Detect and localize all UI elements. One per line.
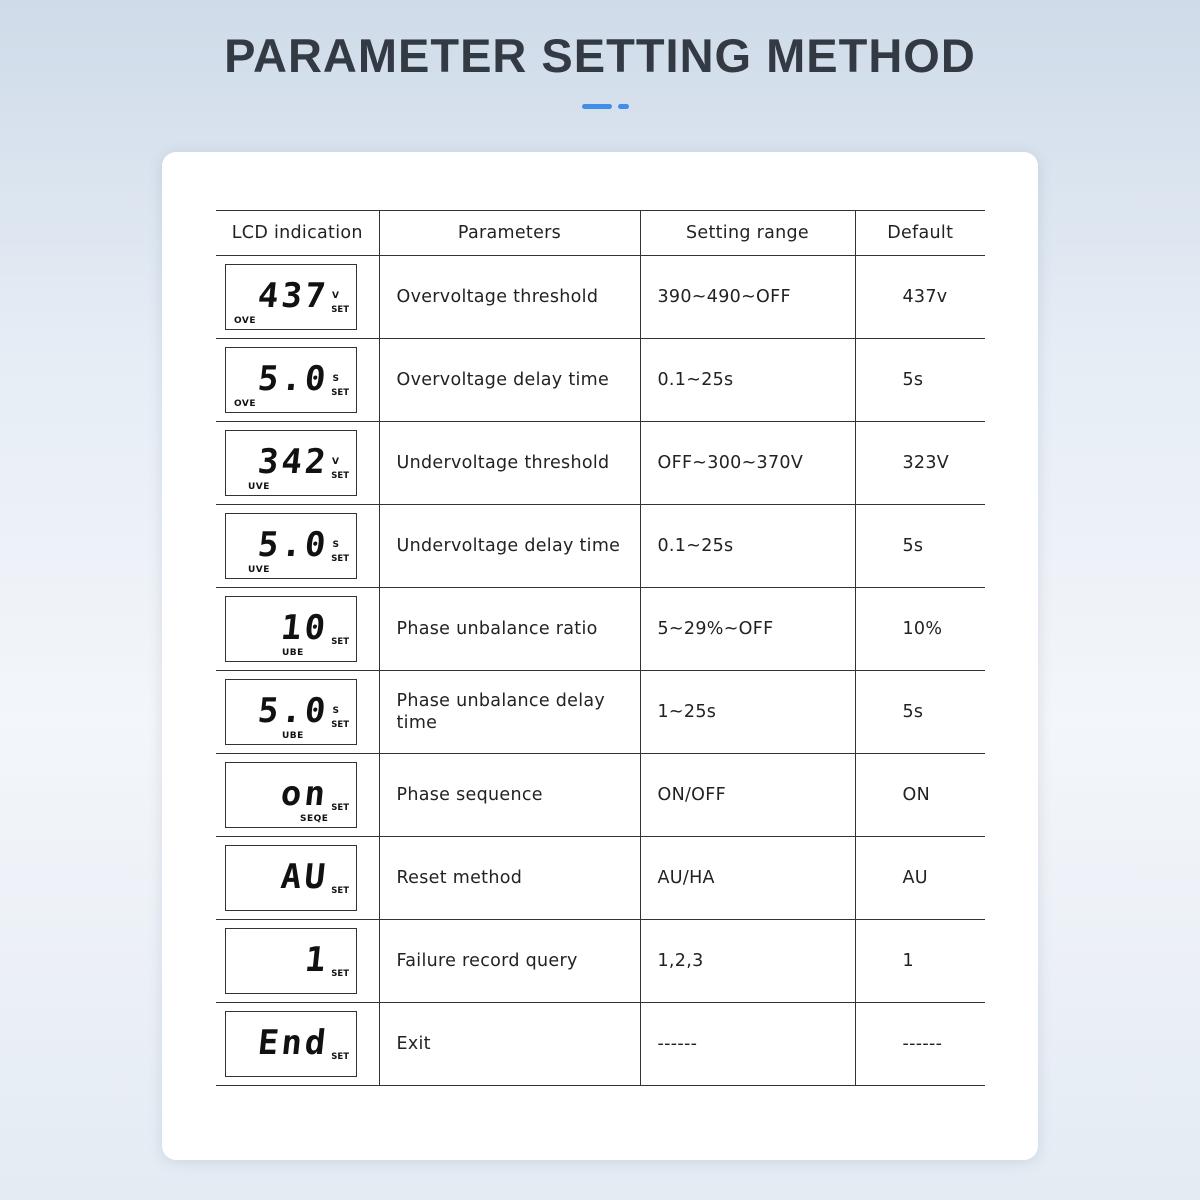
- header-default: Default: [855, 211, 985, 256]
- lcd-mode-label: UBE: [282, 648, 304, 658]
- lcd-indication-cell: [216, 837, 379, 920]
- lcd-digits: 5.0: [255, 691, 331, 731]
- table-row: [216, 505, 985, 588]
- parameter-table: [216, 210, 985, 1086]
- table-row: [216, 920, 985, 1003]
- accent-dash-long: [582, 104, 612, 109]
- lcd-mode-label: OVE: [234, 316, 257, 326]
- parameter-name-cell: Undervoltage delay time: [379, 505, 640, 588]
- default-value-cell: 323V: [855, 422, 985, 505]
- table-row: [216, 754, 985, 837]
- lcd-digits: 1: [302, 940, 331, 980]
- parameter-name-cell: Exit: [379, 1003, 640, 1086]
- lcd-digits: on: [278, 774, 331, 814]
- lcd-set-label: SET: [331, 803, 349, 813]
- page-title: PARAMETER SETTING METHOD: [224, 29, 976, 82]
- default-value-cell: 5s: [855, 505, 985, 588]
- lcd-digits: AU: [278, 857, 331, 897]
- lcd-unit-label: V: [332, 457, 339, 467]
- lcd-digits: 5.0: [255, 525, 331, 565]
- lcd-unit-label: S: [332, 374, 339, 384]
- lcd-digits: 10: [278, 608, 331, 648]
- lcd-indication-cell: [216, 422, 379, 505]
- lcd-indication-cell: [216, 1003, 379, 1086]
- lcd-digits: End: [255, 1023, 331, 1063]
- lcd-mode-label: OVE: [234, 399, 257, 409]
- header-setting-range: Setting range: [640, 211, 855, 256]
- lcd-indication-cell: [216, 256, 379, 339]
- table-row: [216, 422, 985, 505]
- parameter-name-cell: Undervoltage threshold: [379, 422, 640, 505]
- lcd-digits: 5.0: [255, 359, 331, 399]
- lcd-unit-label: S: [332, 540, 339, 550]
- setting-range-cell: 5~29%~OFF: [640, 588, 855, 671]
- header-lcd-indication: LCD indication: [216, 211, 379, 256]
- lcd-mode-label: UBE: [282, 731, 304, 741]
- parameter-card: [162, 152, 1038, 1160]
- setting-range-cell: 390~490~OFF: [640, 256, 855, 339]
- lcd-indication-cell: [216, 588, 379, 671]
- lcd-set-label: SET: [331, 637, 349, 647]
- lcd-unit-label: S: [332, 706, 339, 716]
- lcd-unit-label: V: [332, 291, 339, 301]
- table-header-row: [216, 211, 985, 256]
- setting-range-cell: ------: [640, 1003, 855, 1086]
- lcd-display: [225, 679, 357, 745]
- lcd-display: [225, 928, 357, 994]
- table-row: [216, 837, 985, 920]
- lcd-set-label: SET: [331, 388, 349, 398]
- setting-range-cell: 0.1~25s: [640, 505, 855, 588]
- lcd-display: [225, 347, 357, 413]
- parameter-name-cell: Phase unbalance ratio: [379, 588, 640, 671]
- default-value-cell: 437v: [855, 256, 985, 339]
- lcd-mode-label: UVE: [248, 482, 270, 492]
- lcd-set-label: SET: [331, 471, 349, 481]
- lcd-set-label: SET: [331, 969, 349, 979]
- parameter-name-cell: Reset method: [379, 837, 640, 920]
- default-value-cell: ------: [855, 1003, 985, 1086]
- parameter-name-cell: Overvoltage threshold: [379, 256, 640, 339]
- table-row: [216, 671, 985, 754]
- parameter-name-cell: Overvoltage delay time: [379, 339, 640, 422]
- lcd-set-label: SET: [331, 886, 349, 896]
- table-row: [216, 588, 985, 671]
- lcd-set-label: SET: [331, 720, 349, 730]
- lcd-display: [225, 430, 357, 496]
- lcd-digits: 437: [255, 276, 331, 316]
- lcd-mode-label: SEQE: [300, 814, 329, 824]
- parameter-name-cell: Phase sequence: [379, 754, 640, 837]
- default-value-cell: 10%: [855, 588, 985, 671]
- lcd-digits: 342: [255, 442, 331, 482]
- lcd-indication-cell: [216, 505, 379, 588]
- default-value-cell: 1: [855, 920, 985, 1003]
- lcd-display: [225, 1011, 357, 1077]
- table-row: [216, 1003, 985, 1086]
- lcd-mode-label: UVE: [248, 565, 270, 575]
- setting-range-cell: AU/HA: [640, 837, 855, 920]
- default-value-cell: AU: [855, 837, 985, 920]
- table-row: [216, 256, 985, 339]
- lcd-display: [225, 845, 357, 911]
- parameter-name-cell: Failure record query: [379, 920, 640, 1003]
- setting-range-cell: 1,2,3: [640, 920, 855, 1003]
- lcd-set-label: SET: [331, 1052, 349, 1062]
- lcd-indication-cell: [216, 671, 379, 754]
- table-row: [216, 339, 985, 422]
- setting-range-cell: 0.1~25s: [640, 339, 855, 422]
- lcd-indication-cell: [216, 920, 379, 1003]
- parameter-name-cell: Phase unbalance delay time: [379, 671, 640, 754]
- accent-dash-short: [618, 104, 629, 109]
- lcd-set-label: SET: [331, 305, 349, 315]
- lcd-set-label: SET: [331, 554, 349, 564]
- lcd-display: [225, 513, 357, 579]
- default-value-cell: 5s: [855, 671, 985, 754]
- lcd-display: [225, 264, 357, 330]
- header-parameters: Parameters: [379, 211, 640, 256]
- setting-range-cell: ON/OFF: [640, 754, 855, 837]
- lcd-indication-cell: [216, 339, 379, 422]
- lcd-indication-cell: [216, 754, 379, 837]
- default-value-cell: ON: [855, 754, 985, 837]
- default-value-cell: 5s: [855, 339, 985, 422]
- lcd-display: [225, 596, 357, 662]
- setting-range-cell: 1~25s: [640, 671, 855, 754]
- lcd-display: [225, 762, 357, 828]
- setting-range-cell: OFF~300~370V: [640, 422, 855, 505]
